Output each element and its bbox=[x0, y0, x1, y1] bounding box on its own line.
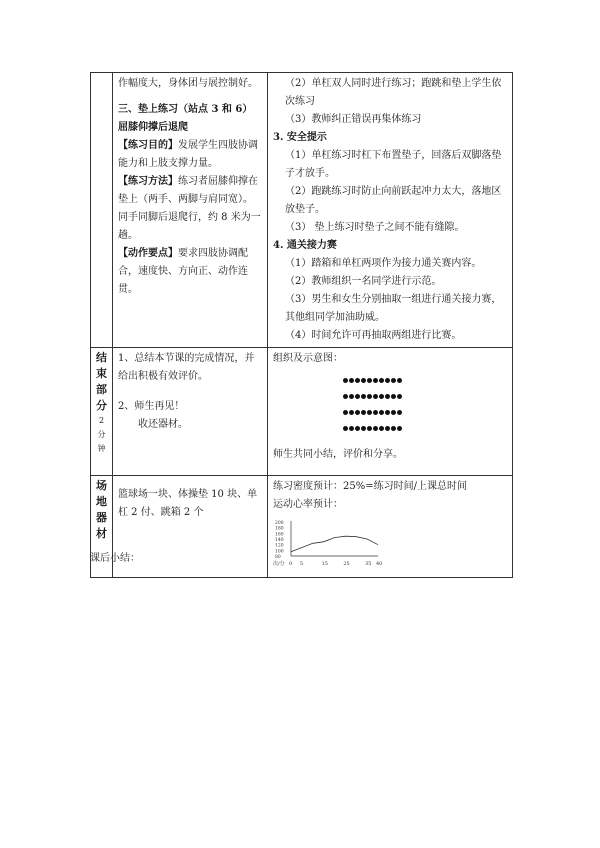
key-paragraph bbox=[118, 245, 262, 299]
subheading: 3. 安全提示 bbox=[273, 132, 327, 143]
student-dot bbox=[355, 394, 360, 399]
exercise-name: 屈膝仰撑后退爬 bbox=[118, 122, 188, 133]
text-line: （2）教师组织一名同学进行示范。 bbox=[285, 276, 442, 287]
student-dot bbox=[361, 394, 366, 399]
formation-row bbox=[343, 388, 507, 404]
student-dot bbox=[355, 378, 360, 383]
chart-y-tick-label: 200 bbox=[275, 521, 284, 526]
text-line: （1）单杠练习时杠下布置垫子，回落后双脚落垫子才放手。 bbox=[285, 150, 502, 179]
label-char: 场 bbox=[96, 479, 107, 492]
equipment-text: 篮球场一块、体操垫 10 块、单杠 2 付、跳箱 2 个 bbox=[118, 489, 258, 518]
formation-row bbox=[343, 404, 507, 420]
chart-x-tick-label: 25 bbox=[343, 561, 350, 567]
student-dot bbox=[367, 426, 372, 431]
table-row bbox=[91, 73, 513, 348]
diagram-caption: 师生共同小结，评价和分享。 bbox=[273, 449, 403, 460]
subheading: 4. 通关接力赛 bbox=[273, 240, 337, 251]
heart-rate-label: 运动心率预计： bbox=[273, 499, 343, 510]
student-dot bbox=[391, 378, 396, 383]
student-dot bbox=[373, 394, 378, 399]
chart-y-tick-label: 120 bbox=[275, 543, 284, 549]
student-dot bbox=[397, 378, 402, 383]
chart-y-tick-label: 160 bbox=[275, 532, 284, 538]
content-cell bbox=[113, 73, 268, 348]
purpose-text: 发展学生四肢协调能力和上肢支撑力量。 bbox=[118, 140, 258, 169]
content-cell bbox=[113, 348, 268, 476]
chart-y-tick-label: 140 bbox=[275, 538, 284, 543]
content-cell bbox=[268, 476, 513, 578]
chart-x-tick-label: 35 bbox=[365, 561, 372, 567]
label-char: 部 bbox=[96, 383, 107, 396]
student-dot bbox=[355, 426, 360, 431]
content-cell bbox=[268, 348, 513, 476]
text-line: （2）单杠双人同时进行练习；跑跳和垫上学生依次练习 bbox=[285, 78, 502, 107]
after-class-summary: 课后小结： bbox=[90, 553, 140, 564]
chart-x-ticks bbox=[289, 561, 382, 567]
label-cell-ending bbox=[91, 348, 113, 476]
student-dot bbox=[361, 410, 366, 415]
student-dot bbox=[367, 394, 372, 399]
label-char: 地 bbox=[96, 495, 107, 508]
chart-x-tick-label: 40 bbox=[376, 561, 383, 567]
text-line: （1）踏箱和单杠两项作为接力通关赛内容。 bbox=[285, 258, 482, 269]
student-dot bbox=[397, 394, 402, 399]
student-dot bbox=[379, 378, 384, 383]
student-dot bbox=[379, 426, 384, 431]
text-line: 2、师生再见！ bbox=[118, 401, 185, 412]
heart-rate-line bbox=[291, 536, 378, 552]
text-line: 收还器材。 bbox=[138, 419, 188, 430]
student-dot bbox=[397, 410, 402, 415]
method-label: 【练习方法】 bbox=[118, 176, 178, 187]
text-line: （2）跑跳练习时防止向前跃起冲力太大，落地区放垫子。 bbox=[285, 186, 502, 215]
section-title: 三、垫上练习（站点 3 和 6） bbox=[118, 104, 253, 115]
student-dot bbox=[373, 410, 378, 415]
chart-y-tick-label: 80 bbox=[275, 555, 281, 560]
chart-y-ticks bbox=[275, 520, 284, 560]
student-dot bbox=[391, 426, 396, 431]
student-dot bbox=[367, 378, 372, 383]
label-cell-empty bbox=[91, 73, 113, 348]
text-line: （3）教师纠正错误再集体练习 bbox=[285, 114, 422, 125]
text-line: （3）男生和女生分别抽取一组进行通关接力赛，其他组同学加油助威。 bbox=[285, 294, 502, 323]
text-line: 作幅度大，身体团与展控制好。 bbox=[118, 78, 258, 89]
label-char: 结 bbox=[96, 351, 107, 364]
label-char: 材 bbox=[96, 527, 107, 540]
student-dot bbox=[349, 426, 354, 431]
chart-x-tick-label: 0 bbox=[289, 561, 293, 567]
label-char: 器 bbox=[96, 511, 107, 524]
chart-y-tick-label: 180 bbox=[275, 526, 284, 532]
density-text: 练习密度预计：25%=练习时间/上课总时间 bbox=[273, 481, 467, 492]
student-dot bbox=[385, 394, 390, 399]
student-dot bbox=[385, 410, 390, 415]
text-line: （4）时间允许可再抽取两组进行比赛。 bbox=[285, 330, 462, 341]
table-row bbox=[91, 476, 513, 578]
text-line: 1、总结本节课的完成情况，并给出积极有效评价。 bbox=[118, 353, 255, 382]
chart-x-tick-label: 15 bbox=[321, 561, 328, 567]
student-dot bbox=[379, 410, 384, 415]
student-dot bbox=[385, 426, 390, 431]
student-dot bbox=[343, 410, 348, 415]
table-row bbox=[91, 348, 513, 476]
student-dot bbox=[373, 378, 378, 383]
key-text: 要求四肢协调配合，速度快、方向正、动作连贯。 bbox=[118, 248, 248, 295]
student-dot bbox=[391, 394, 396, 399]
heart-rate-chart bbox=[273, 518, 383, 568]
student-dot bbox=[343, 394, 348, 399]
student-dot bbox=[379, 394, 384, 399]
label-unit: 钟 bbox=[97, 444, 106, 453]
chart-x-unit: 次/分 bbox=[273, 561, 285, 567]
key-label: 【动作要点】 bbox=[118, 248, 178, 259]
student-dot bbox=[361, 378, 366, 383]
purpose-paragraph bbox=[118, 137, 262, 173]
purpose-label: 【练习目的】 bbox=[118, 140, 178, 151]
chart-y-tick-label: 100 bbox=[275, 549, 284, 555]
student-dot bbox=[385, 378, 390, 383]
student-dot bbox=[367, 410, 372, 415]
chart-x-tick-label: 5 bbox=[299, 561, 304, 567]
label-char: 分 bbox=[96, 399, 107, 412]
student-dot bbox=[361, 426, 366, 431]
label-unit: 分 bbox=[97, 430, 106, 439]
lesson-plan-table bbox=[90, 72, 513, 578]
student-dot bbox=[349, 410, 354, 415]
label-number: 2 bbox=[98, 416, 105, 425]
formation-row bbox=[343, 372, 507, 388]
method-text: 练习者屈膝仰撑在垫上（两手、两脚与肩同宽）。同手同脚后退爬行，约 8 米为一趟。 bbox=[118, 176, 261, 241]
student-dot bbox=[349, 378, 354, 383]
student-dot bbox=[355, 410, 360, 415]
formation-row bbox=[343, 420, 507, 436]
formation-diagram bbox=[273, 372, 507, 436]
student-dot bbox=[373, 426, 378, 431]
student-dot bbox=[391, 410, 396, 415]
label-char: 束 bbox=[96, 367, 107, 380]
student-dot bbox=[343, 378, 348, 383]
student-dot bbox=[343, 426, 348, 431]
student-dot bbox=[397, 426, 402, 431]
student-dot bbox=[349, 394, 354, 399]
content-cell bbox=[268, 73, 513, 348]
method-paragraph bbox=[118, 173, 262, 245]
text-line: （3） 垫上练习时垫子之间不能有缝隙。 bbox=[285, 222, 465, 233]
diagram-title: 组织及示意图： bbox=[273, 353, 343, 364]
